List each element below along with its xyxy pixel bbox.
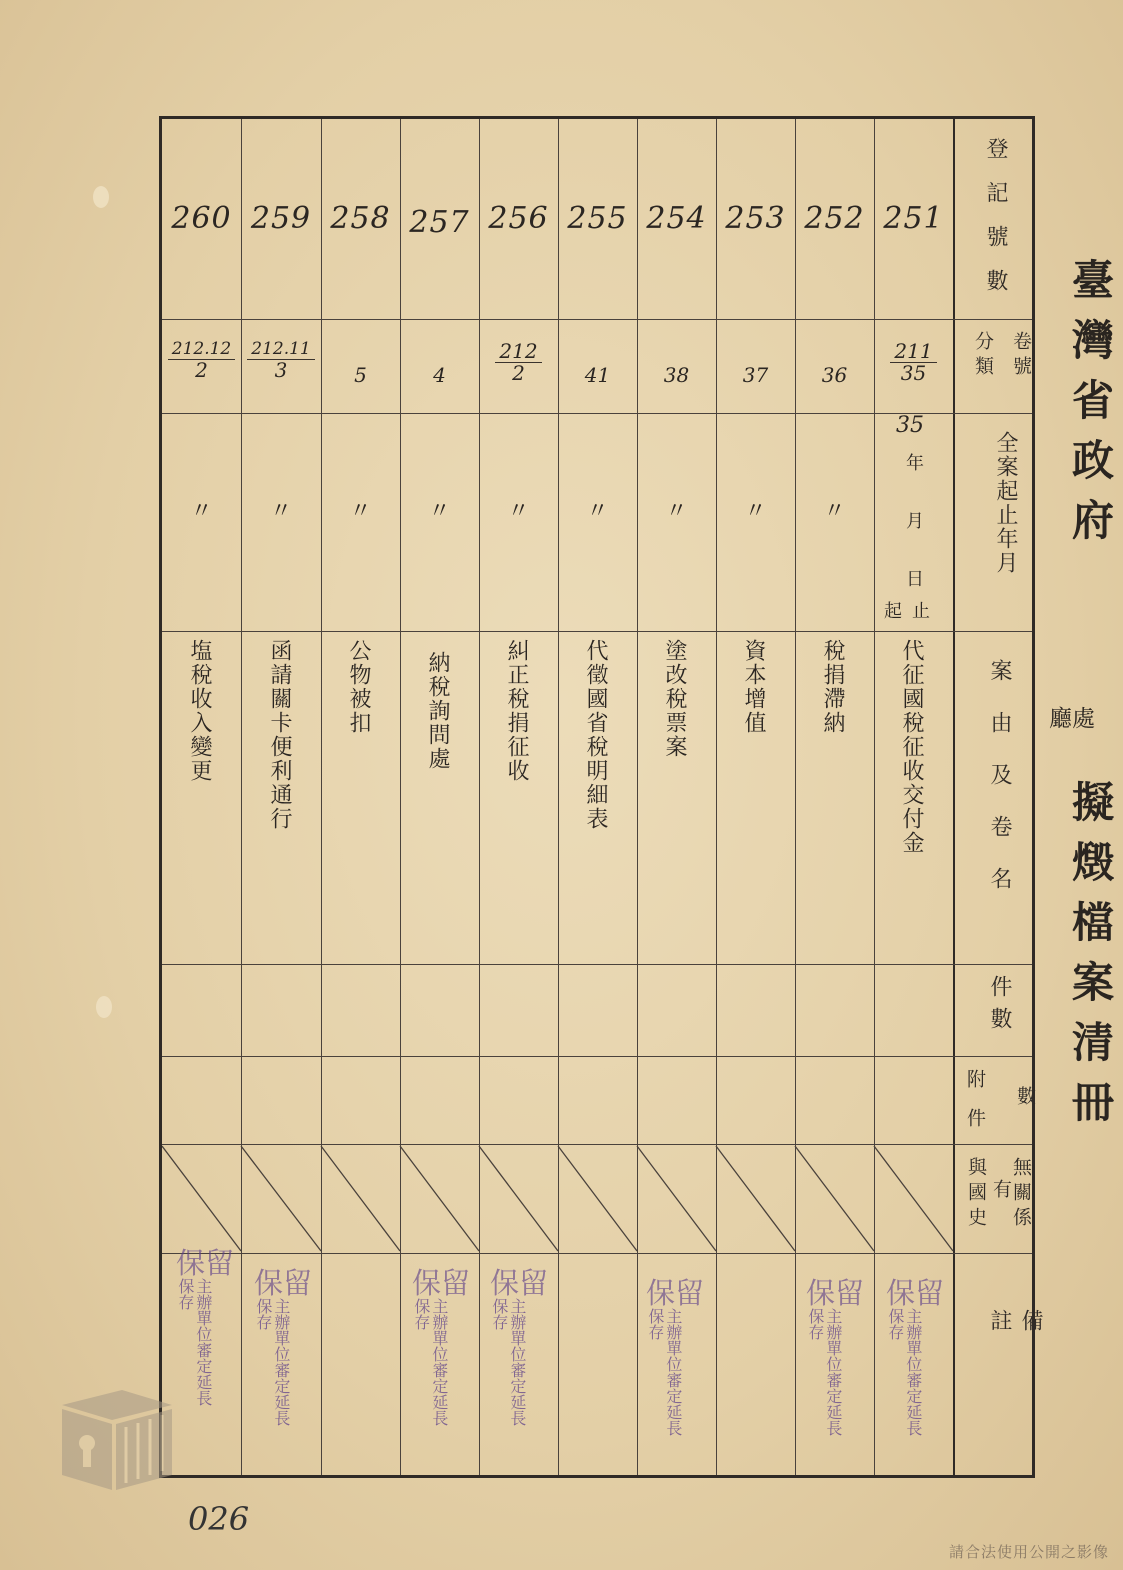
period-ditto: 〃 (665, 499, 688, 524)
classification-top: 212 (495, 341, 541, 363)
period-label-year: 年 (906, 453, 924, 474)
agency-label: 廳處 (1049, 706, 1095, 732)
header-attachment-count: 數 (1014, 1086, 1036, 1105)
classification (874, 341, 953, 384)
classification (558, 365, 637, 386)
header-history-left: 與國史 (965, 1157, 987, 1232)
reg-number: 259 (250, 201, 312, 236)
period-ditto: 〃 (823, 499, 846, 524)
usage-watermark: 請合法使用公開之影像 (948, 1543, 1109, 1561)
period-label-month: 月 (906, 511, 924, 532)
classification (637, 365, 716, 386)
period-ditto: 〃 (428, 499, 451, 524)
header-volume-no: 卷號 (1010, 331, 1032, 381)
preservation-stamp: 保留 主辦單位審定延長保存 (489, 1266, 549, 1426)
classification-bottom: 3 (274, 357, 288, 382)
case-title: 公物被扣 (346, 639, 371, 735)
reg-number: 252 (804, 201, 865, 236)
classification-bottom: 41 (584, 363, 611, 387)
classification (716, 365, 795, 386)
period-ditto: 〃 (349, 499, 372, 524)
classification-bottom: 2 (512, 361, 525, 385)
period-label-day: 日 (906, 569, 924, 590)
classification (479, 341, 558, 384)
case-title: 函請關卡便利通行 (267, 639, 292, 831)
ledger-table (159, 116, 1043, 1478)
header-case-title: 案由及卷名 (987, 659, 1012, 919)
period-label-range: 起止 (884, 601, 940, 622)
classification-bottom: 5 (354, 363, 367, 387)
header-reg-no: 登記號數 (983, 137, 1008, 313)
period-year: 35 (896, 413, 924, 438)
classification (162, 341, 241, 382)
header-history-right: 無關係 (1010, 1157, 1032, 1232)
classification (795, 365, 874, 386)
case-title: 代征國稅征收交付金 (899, 639, 924, 855)
binding-hole (93, 186, 109, 208)
preservation-stamp: 保留 主辦單位審定延長保存 (645, 1276, 705, 1436)
preservation-stamp: 保留 主辦單位審定延長保存 (805, 1276, 865, 1436)
reg-number: 251 (883, 201, 944, 236)
classification-bottom: 35 (900, 361, 927, 385)
document-subtitle: 擬燬檔案清冊 (1066, 780, 1115, 1140)
classification (400, 365, 479, 386)
archive-logo-icon (52, 1385, 192, 1495)
period-ditto: 〃 (507, 499, 530, 524)
reg-number: 260 (171, 201, 232, 236)
classification-bottom: 2 (195, 357, 208, 382)
classification-top: 211 (890, 341, 936, 363)
reg-number: 256 (488, 201, 549, 236)
classification (241, 341, 321, 382)
reg-number: 255 (567, 201, 628, 236)
reg-number: 254 (646, 201, 707, 236)
reg-number: 258 (330, 201, 391, 236)
header-remarks: 備註 (987, 1308, 1043, 1451)
classification-bottom: 38 (663, 363, 690, 387)
case-title: 稅捐滯納 (820, 639, 845, 735)
page-number: 026 (188, 1500, 250, 1538)
reg-number: 257 (409, 205, 470, 240)
case-title: 資本增值 (741, 639, 766, 735)
case-title: 代徵國省稅明細表 (583, 639, 608, 831)
classification-bottom: 37 (742, 363, 769, 387)
classification-bottom: 4 (433, 363, 446, 387)
classification-top: 212.11 (247, 341, 314, 360)
case-title: 塩稅收入變更 (187, 639, 212, 783)
case-title: 塗改稅票案 (662, 639, 687, 759)
document-title: 臺灣省政府 (1066, 258, 1115, 558)
classification-bottom: 36 (821, 363, 848, 387)
period-ditto: 〃 (269, 499, 292, 524)
reg-number: 253 (725, 201, 786, 236)
header-period: 全案起止年月 (993, 431, 1018, 575)
header-count: 件數 (987, 975, 1012, 1039)
preservation-stamp: 保留 主辦單位審定延長保存 (411, 1266, 471, 1426)
binding-hole (96, 996, 112, 1018)
header-attachment: 附件 (964, 1069, 986, 1147)
preservation-stamp: 保留 主辦單位審定延長保存 (253, 1266, 313, 1426)
case-title: 糾正稅捐征收 (504, 639, 529, 783)
case-title: 納稅詢問處 (425, 651, 450, 771)
period-ditto: 〃 (744, 499, 767, 524)
classification (321, 365, 400, 386)
preservation-stamp: 保留 主辦單位審定延長保存 (175, 1246, 235, 1406)
header-classification: 分類 (972, 331, 994, 381)
preservation-stamp: 保留 主辦單位審定延長保存 (885, 1276, 945, 1436)
header-history-middle: 有 (990, 1179, 1012, 1198)
classification-top: 212.12 (168, 341, 235, 360)
period-ditto: 〃 (190, 499, 213, 524)
period-ditto: 〃 (586, 499, 609, 524)
